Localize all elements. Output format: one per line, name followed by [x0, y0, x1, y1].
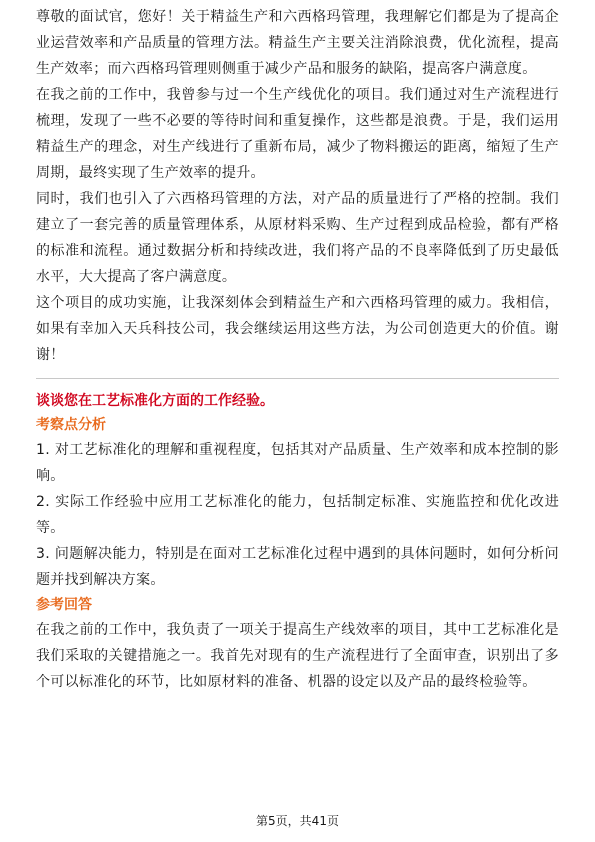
section-divider	[36, 378, 559, 379]
answer-paragraph-2: 在我之前的工作中，我曾参与过一个生产线优化的项目。我们通过对生产流程进行梳理，发现了一些不必要的等待时间和重复操作，这些都是浪费。于是，我们运用精益生产的理念，对生产线进行了重新布局，减少了物料搬运的距离，缩短了生产周期，最终实现了生产效率的提升。	[36, 87, 559, 181]
page-content	[36, 4, 559, 695]
analysis-heading: 考察点分析	[36, 417, 106, 433]
analysis-item-2: 2. 实际工作经验中应用工艺标准化的能力，包括制定标准、实施监控和优化改进等。	[36, 494, 559, 536]
analysis-item-1: 1. 对工艺标准化的理解和重视程度，包括其对产品质量、生产效率和成本控制的影响。	[36, 442, 559, 484]
answer-paragraph-3: 同时，我们也引入了六西格玛管理的方法，对产品的质量进行了严格的控制。我们建立了一套完善的质量管理体系，从原材料采购、生产过程到成品检验，都有严格的标准和流程。通过数据分析和持续改进，我们将产品的不良率降低到了历史最低水平，大大提高了客户满意度。	[36, 191, 559, 285]
question-title: 谈谈您在工艺标准化方面的工作经验。	[36, 393, 274, 409]
reference-heading: 参考回答	[36, 597, 92, 613]
reference-paragraph: 在我之前的工作中，我负责了一项关于提高生产线效率的项目，其中工艺标准化是我们采取的关键措施之一。我首先对现有的生产流程进行了全面审查，识别出了多个可以标准化的环节，比如原材料的准备、机器的设定以及产品的最终检验等。	[36, 622, 559, 690]
page-number: 第5页，共41页	[256, 814, 339, 828]
analysis-item-3: 3. 问题解决能力，特别是在面对工艺标准化过程中遇到的具体问题时，如何分析问题并找到解决方案。	[36, 546, 559, 588]
answer-paragraph-1: 尊敬的面试官，您好！关于精益生产和六西格玛管理，我理解它们都是为了提高企业运营效率和产品质量的管理方法。精益生产主要关注消除浪费，优化流程，提高生产效率；而六西格玛管理则侧重于减少产品和服务的缺陷，提高客户满意度。	[36, 9, 559, 77]
answer-paragraph-4: 这个项目的成功实施，让我深刻体会到精益生产和六西格玛管理的威力。我相信，如果有幸加入天兵科技公司，我会继续运用这些方法，为公司创造更大的价值。谢谢！	[36, 295, 559, 363]
